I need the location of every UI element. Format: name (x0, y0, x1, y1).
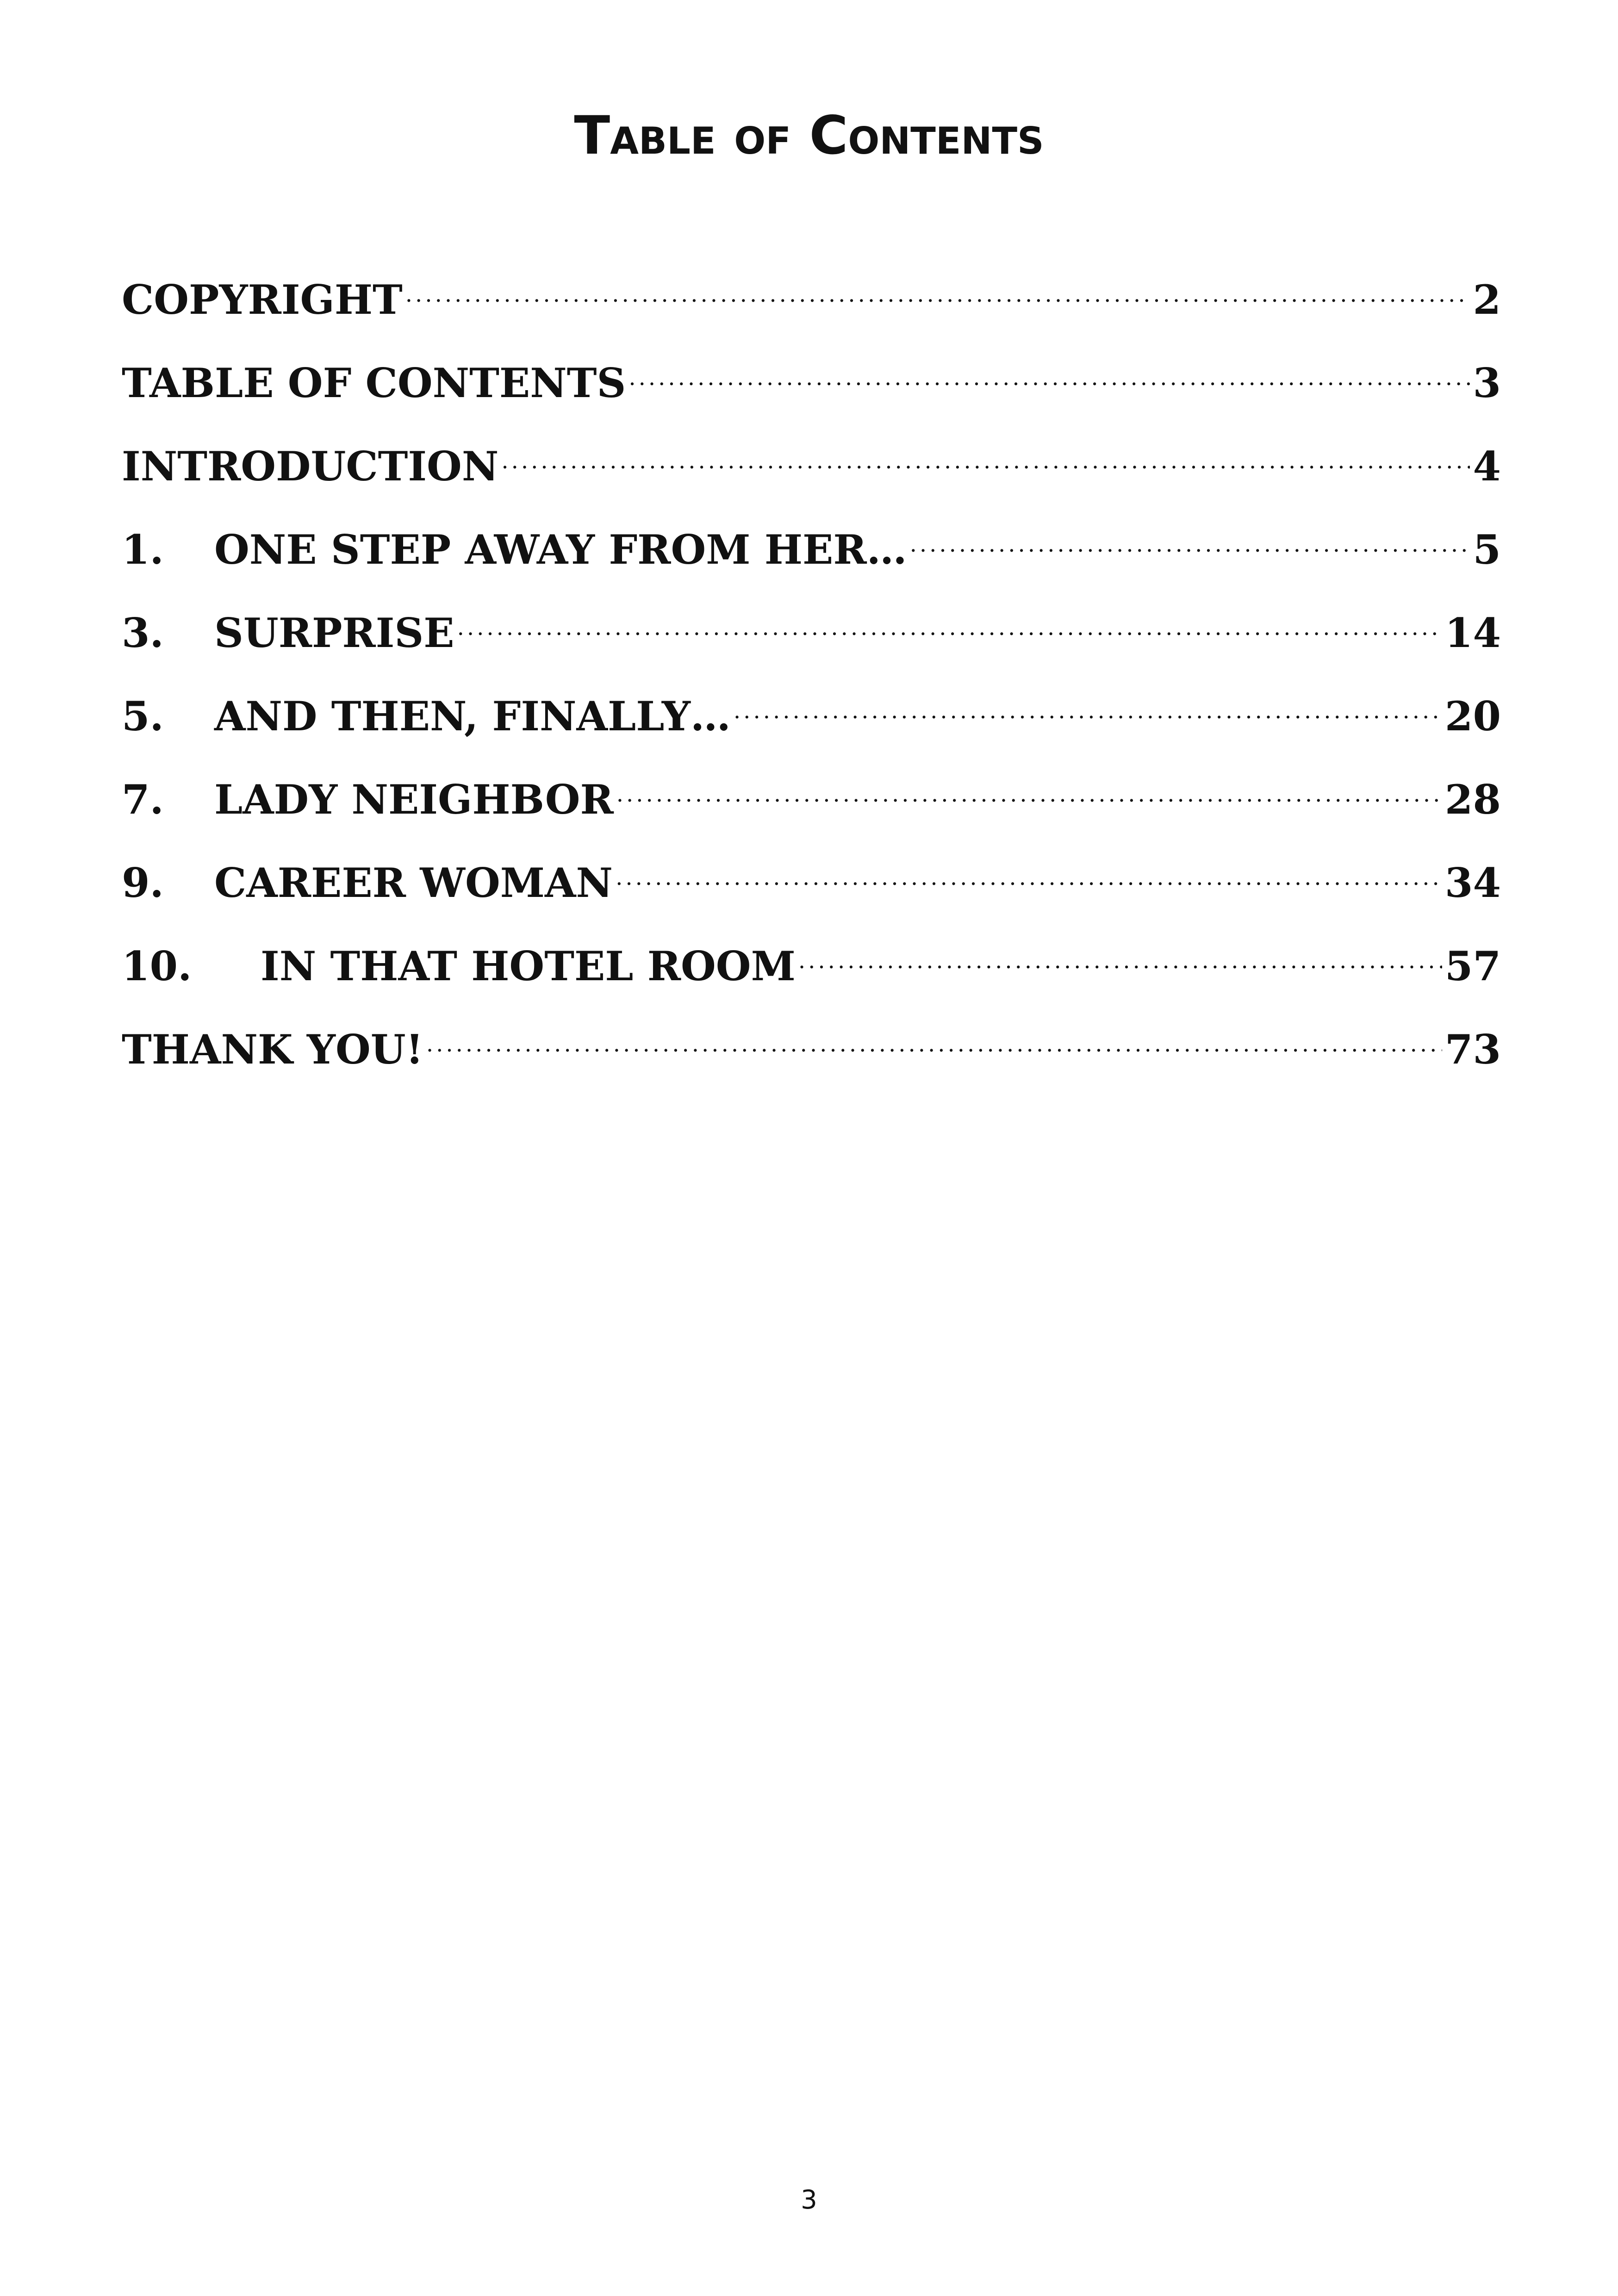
toc-entry-page: 34 (1444, 859, 1501, 907)
toc-entry-page: 2 (1473, 276, 1501, 324)
dot-leader (405, 263, 1470, 314)
toc-entry[interactable] (122, 346, 1501, 429)
toc-entry-title: COPYRIGHT (122, 276, 403, 324)
dot-leader (798, 929, 1442, 980)
toc-entry-number: 5. (122, 692, 164, 740)
toc-entry[interactable] (122, 513, 1501, 596)
toc-entry[interactable] (122, 429, 1501, 513)
toc-entry[interactable] (122, 846, 1501, 929)
toc-entry-title: INTRODUCTION (122, 442, 499, 490)
dot-leader (629, 346, 1470, 397)
dot-leader (457, 596, 1442, 647)
toc-list (122, 263, 1501, 1096)
toc-entry-page: 14 (1444, 609, 1501, 657)
dot-leader (734, 679, 1442, 730)
toc-entry[interactable] (122, 1013, 1501, 1096)
toc-heading: Table of Contents (574, 105, 1044, 166)
toc-entry-page: 28 (1444, 776, 1501, 823)
toc-entry-title: ONE STEP AWAY FROM HER… (214, 526, 907, 573)
toc-entry-page: 57 (1444, 942, 1501, 990)
toc-entry-title: LADY NEIGHBOR (214, 776, 614, 823)
toc-entry-number: 3. (122, 609, 164, 657)
dot-leader (426, 1013, 1442, 1064)
toc-entry-page: 5 (1473, 526, 1501, 573)
toc-entry[interactable] (122, 679, 1501, 763)
toc-entry[interactable] (122, 929, 1501, 1013)
toc-entry-title: SURPRISE (214, 609, 454, 657)
toc-entry[interactable] (122, 596, 1501, 679)
toc-entry-page: 3 (1473, 359, 1501, 407)
toc-entry-title: TABLE OF CONTENTS (122, 359, 626, 407)
toc-entry[interactable] (122, 263, 1501, 346)
toc-entry-number: 10. (122, 942, 192, 990)
toc-entry[interactable] (122, 763, 1501, 846)
dot-leader (616, 846, 1442, 897)
toc-entry-title: IN THAT HOTEL ROOM (261, 942, 796, 990)
toc-entry-number: 7. (122, 776, 164, 823)
dot-leader (910, 513, 1470, 564)
toc-entry-title: AND THEN, FINALLY… (214, 692, 731, 740)
toc-entry-page: 20 (1444, 692, 1501, 740)
page-number: 3 (801, 2185, 817, 2215)
toc-entry-title: CAREER WOMAN (214, 859, 613, 907)
dot-leader (616, 763, 1442, 814)
toc-entry-page: 4 (1473, 442, 1501, 490)
toc-entry-title: THANK YOU! (122, 1026, 423, 1073)
toc-entry-number: 9. (122, 859, 164, 907)
toc-entry-number: 1. (122, 526, 164, 573)
toc-entry-page: 73 (1444, 1026, 1501, 1073)
dot-leader (501, 429, 1470, 480)
